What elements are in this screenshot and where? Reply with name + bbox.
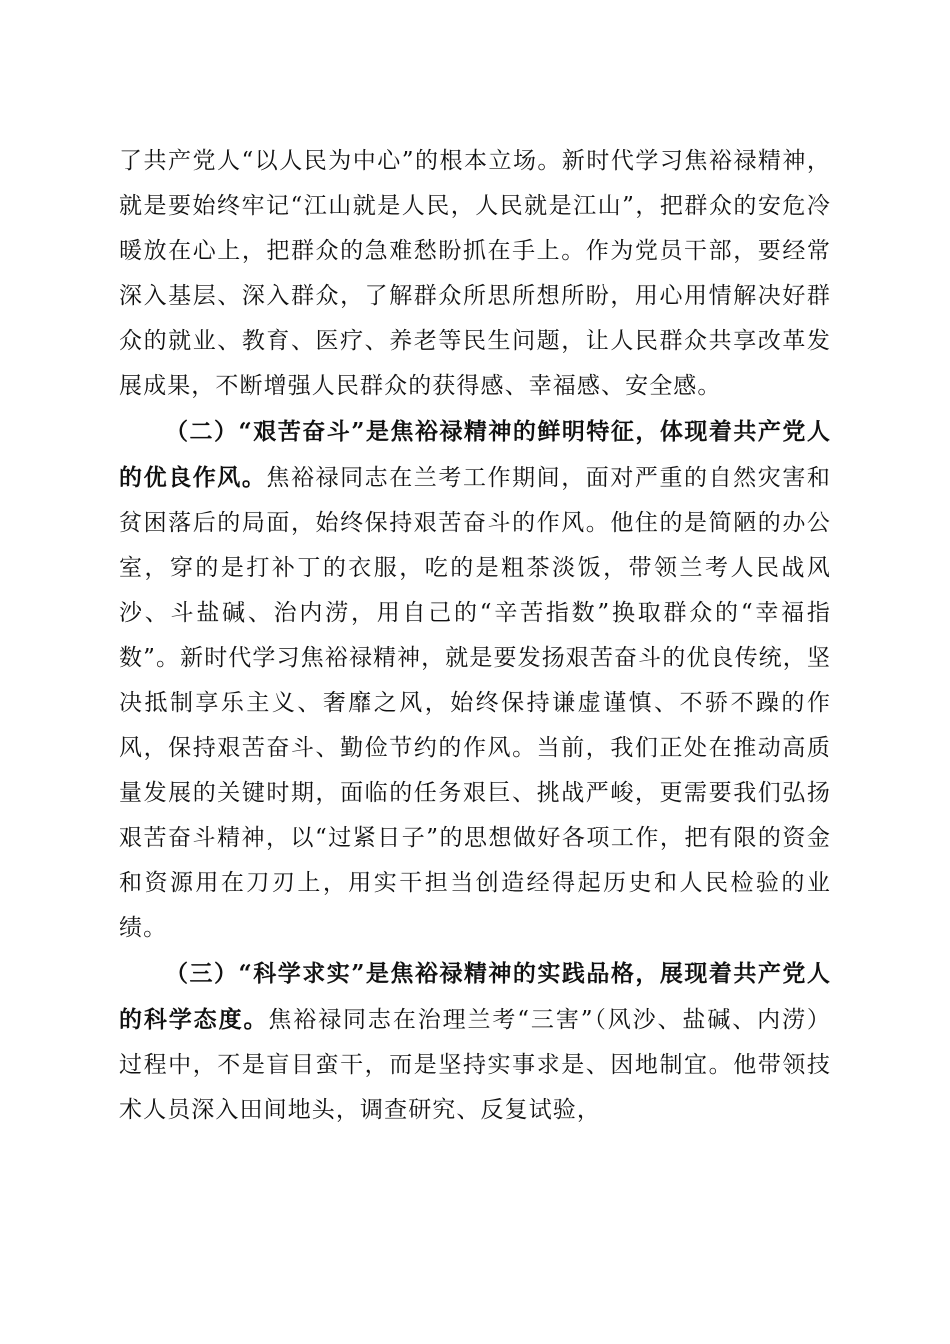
document-page bbox=[119, 139, 831, 1133]
paragraph-hard-work bbox=[119, 409, 831, 951]
paragraph-body: 了共产党人“以人民为中心”的根本立场。新时代学习焦裕禄精神，就是要始终牢记“江山就是人民，人民就是江山”，把群众的安危冷暖放在心上，把群众的急难愁盼抓在手上。作为党员干部，要经常深入基层、深入群众，了解群众所思所想所盼，用心用情解决好群众的就业、教育、医疗、养老等民生问题，让人民群众共享改革发展成果，不断增强人民群众的获得感、幸福感、安全感。 bbox=[119, 148, 831, 399]
paragraph-scientific bbox=[119, 951, 831, 1133]
section-heading-two: （二）“艰苦奋斗”是焦裕禄精神的鲜明特征，体现着共产党人的优良作风。 bbox=[119, 418, 831, 491]
paragraph-people-centered bbox=[119, 139, 831, 409]
section-heading-three: （三）“科学求实”是焦裕禄精神的实践品格，展现着共产党人的科学态度。 bbox=[119, 960, 831, 1033]
paragraph-body: 焦裕禄同志在兰考工作期间，面对严重的自然灾害和贫困落后的局面，始终保持艰苦奋斗的作风。他住的是简陋的办公室，穿的是打补丁的衣服，吃的是粗茶淡饭，带领兰考人民战风沙、斗盐碱、治内涝，用自己的“辛苦指数”换取群众的“幸福指数”。新时代学习焦裕禄精神，就是要发扬艰苦奋斗的优良传统，坚决抵制享乐主义、奢靡之风，始终保持谦虚谨慎、不骄不躁的作风，保持艰苦奋斗、勤俭节约的作风。当前，我们正处在推动高质量发展的关键时期，面临的任务艰巨、挑战严峻，更需要我们弘扬艰苦奋斗精神，以“过紧日子”的思想做好各项工作，把有限的资金和资源用在刀刃上，用实干担当创造经得起历史和人民检验的业绩。 bbox=[119, 465, 831, 941]
paragraph-body: 焦裕禄同志在治理兰考“三害”（风沙、盐碱、内涝）过程中，不是盲目蛮干，而是坚持实事求是、因地制宜。他带领技术人员深入田间地头，调查研究、反复试验， bbox=[119, 1007, 831, 1123]
